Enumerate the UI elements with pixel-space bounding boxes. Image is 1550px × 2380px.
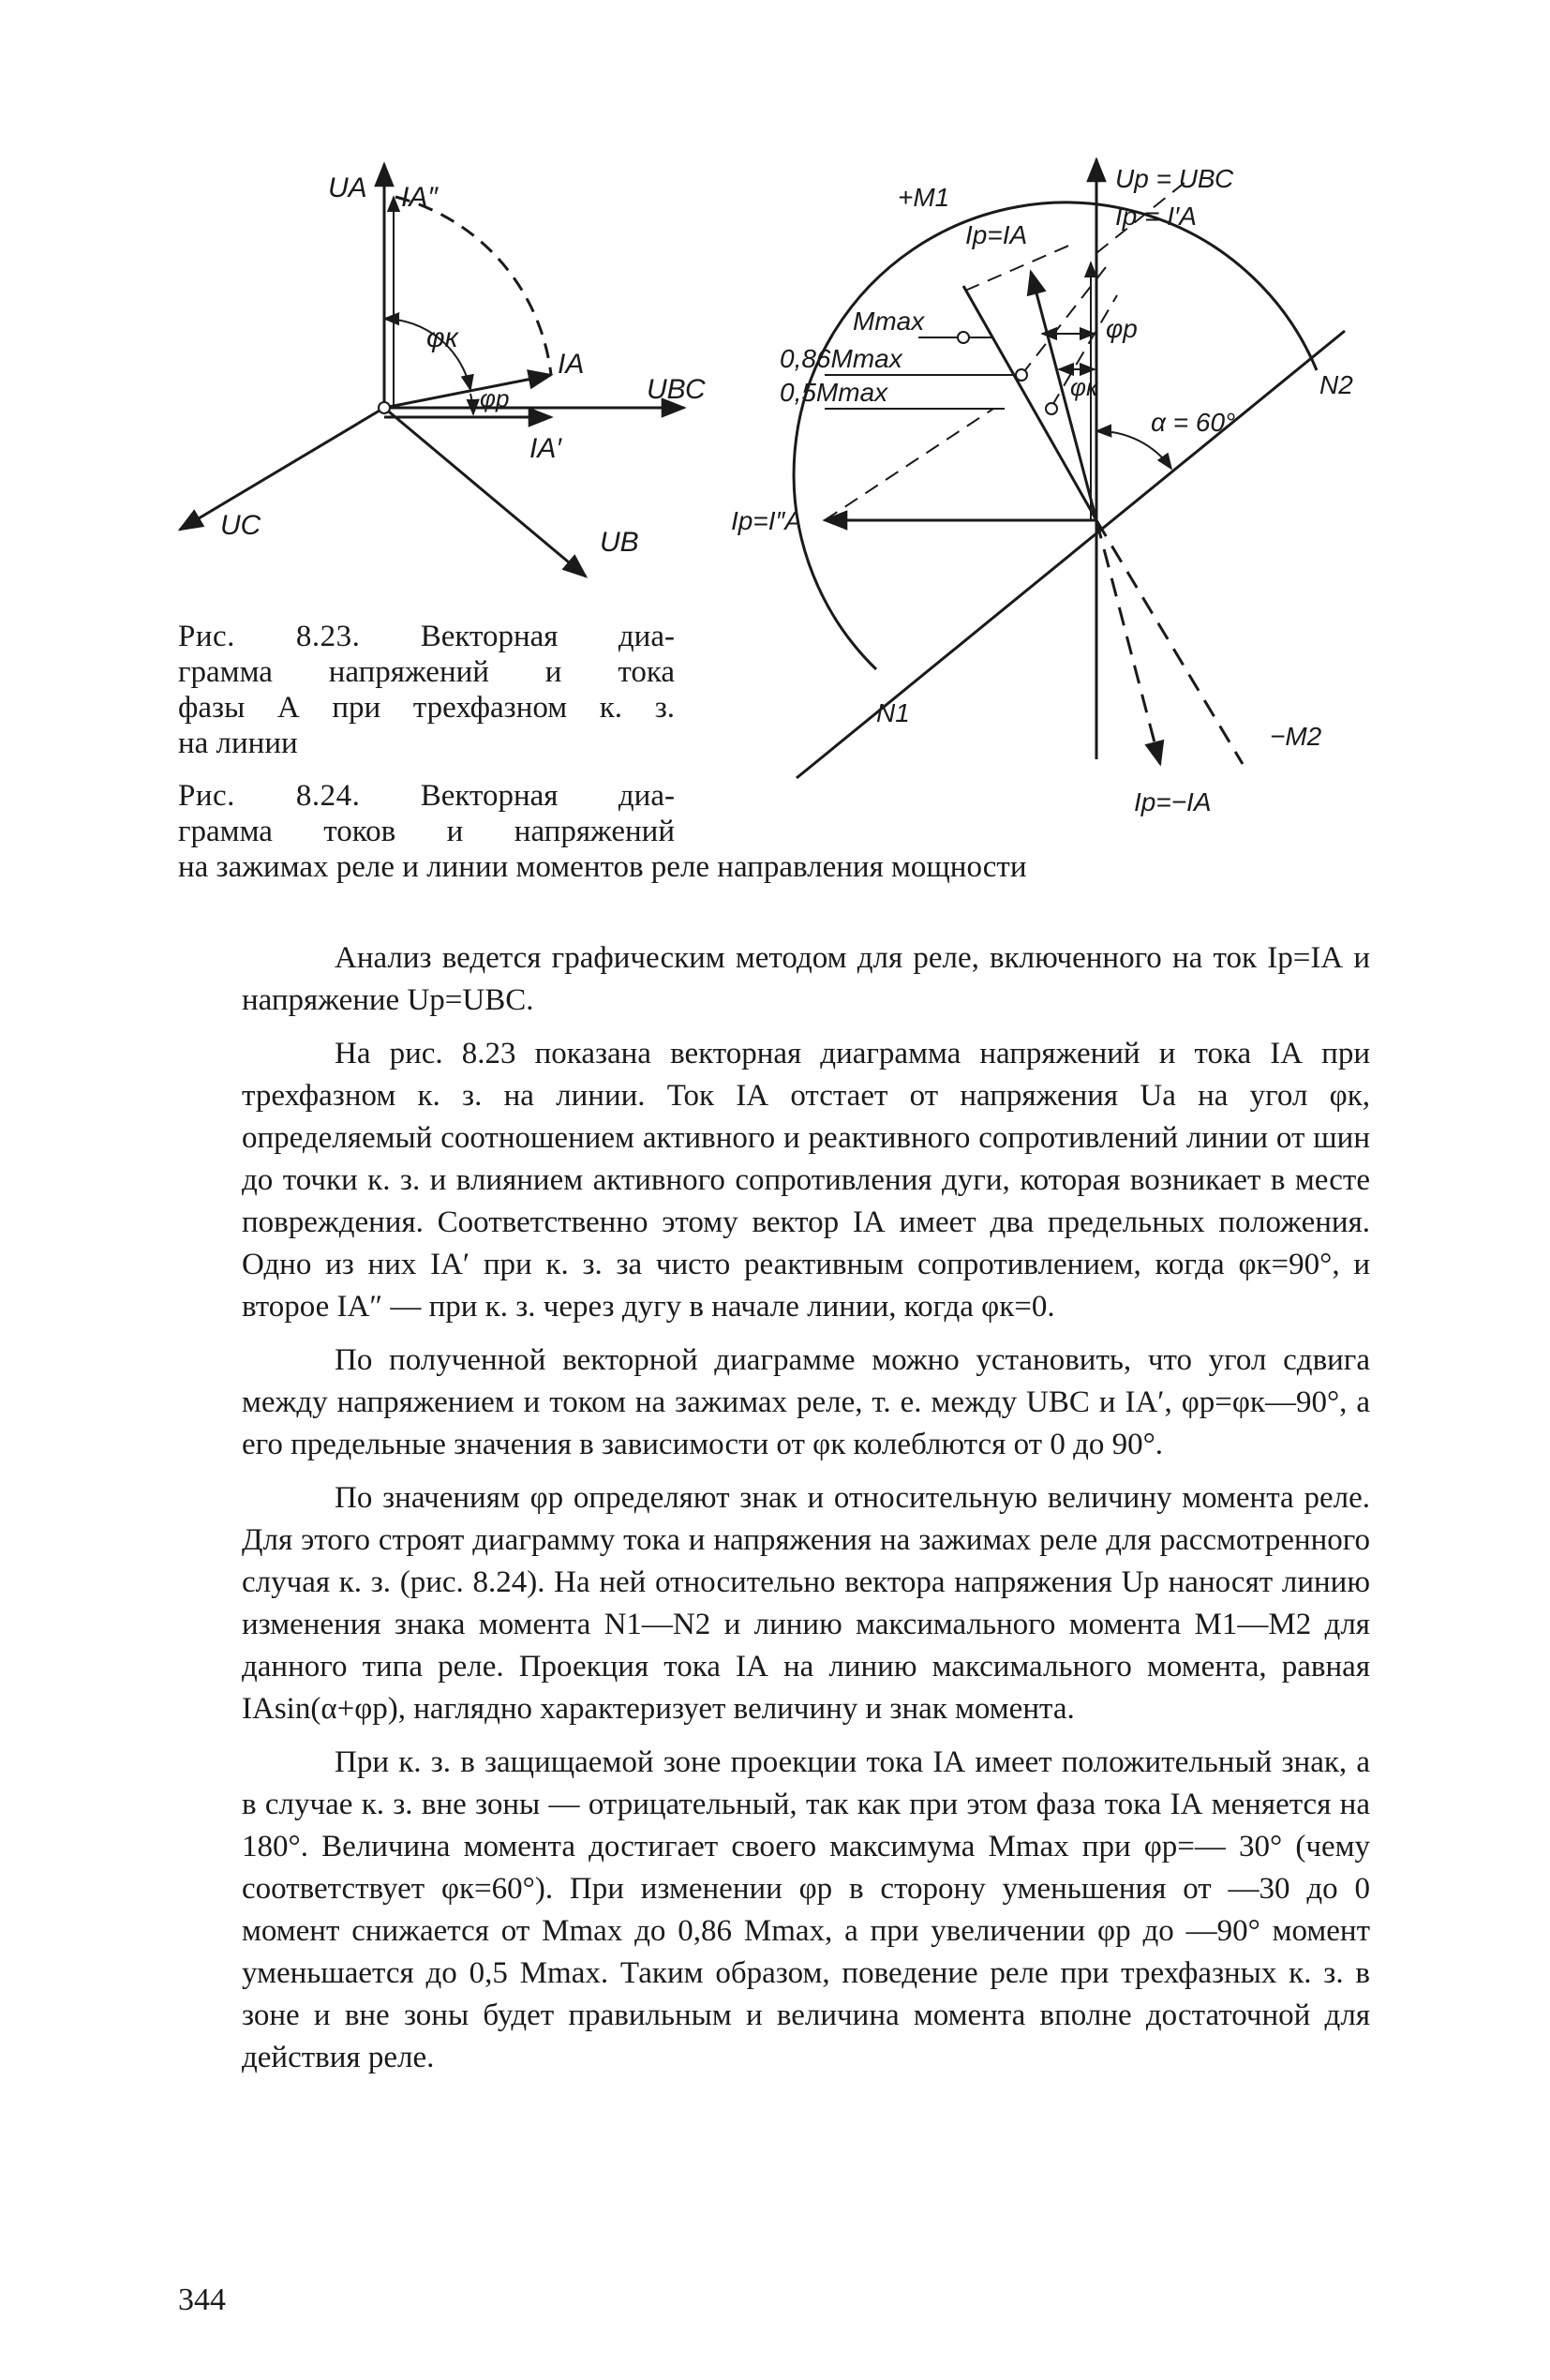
point-mmax	[958, 332, 969, 343]
label-ip-ia-prime: Iр = I′А	[1115, 202, 1197, 231]
dashed-chord-4	[825, 409, 993, 520]
page-number: 344	[178, 2283, 226, 2317]
figure-8-24-caption-tail: на зажимах реле и линии моментов реле направления мощности	[178, 850, 1027, 884]
figure-8-23-caption	[178, 619, 675, 761]
caption-line: грамма напряжений и тока	[178, 655, 675, 689]
label-up-ubc: Uр = UВС	[1115, 164, 1234, 193]
caption-text: Векторная диа-	[420, 779, 675, 813]
paragraph: На рис. 8.23 показана векторная диаграмма напряжений и тока IА при трехфазном к. з. на линии. Ток IА отстает от напряжения Uа на угол φк, определяемый соотношением активного и реактивного сопротивлений линии от шин до точки к. з. и влиянием активного сопротивления дуги, которая возникает в месте повреждения. Соответственно этому вектор IА имеет два предельных положения. Одно из них IА′ при к. з. за чисто реактивным сопротивлением, когда φк=90°, и второе IА″ — при к. з. через дугу в начале линии, когда φк=0.	[242, 1037, 1370, 1324]
label-minus-m2: −M2	[1270, 722, 1322, 751]
caption-number: Рис. 8.23.	[178, 620, 361, 653]
label-phi-k: φк	[1070, 373, 1098, 401]
label-ip-minus-ia: Iр=−IА	[1134, 787, 1212, 816]
label-m086: 0,86Mmax	[780, 344, 902, 373]
paragraph: По значениям φр определяют знак и относительную величину момента реле. Для этого строят диаграмму тока и напряжения на зажимах реле для рассмотренного случая к. з. (рис. 8.24). На ней относительно вектора напряжения Uр наносят линию изменения знака момента N1—N2 и линию максимального момента M1—M2 для данного типа реле. Проекция тока IА на линию максимального момента, равная IАsin(α+φр), наглядно характеризует величину и знак момента.	[242, 1481, 1370, 1726]
label-ip-ia-dbl: Iр=I″А	[731, 506, 803, 535]
figure-8-24-caption	[178, 778, 675, 849]
m2-line	[1096, 520, 1243, 764]
figure-8-23-diagram	[159, 159, 722, 609]
label-ub: UВ	[600, 527, 639, 558]
label-ia-prime: IА′	[529, 433, 561, 464]
caption-line: фазы А при трехфазном к. з.	[178, 691, 675, 725]
label-n1: N1	[876, 698, 910, 727]
label-plus-m1: +M1	[898, 183, 950, 212]
m1-line	[963, 286, 1096, 520]
origin-point	[379, 402, 390, 413]
caption-text: Векторная диа-	[420, 620, 675, 653]
label-alpha: α = 60°	[1151, 408, 1236, 437]
label-ip-ia: Iр=IА	[965, 220, 1028, 249]
label-ia-dbl: IА″	[401, 182, 438, 213]
label-ua: UА	[328, 172, 367, 203]
label-phi-p: φр	[1106, 314, 1138, 343]
paragraph: По полученной векторной диаграмме можно установить, что угол сдвига между напряжением и током на зажимах реле, т. е. между UВС и IА′, φр=φк—90°, а его предельные значения в зависимости от φк колеблются от 0 до 90°.	[242, 1343, 1370, 1461]
caption-line: на линии	[178, 726, 298, 760]
label-phi-p: φр	[480, 384, 510, 412]
label-m05: 0,5Mmax	[780, 378, 888, 407]
label-mmax: Mmax	[853, 307, 925, 336]
dashed-chord-1	[965, 244, 1073, 291]
point-086	[1016, 369, 1027, 381]
label-ia: IА	[558, 349, 585, 380]
ip-minus-ia-vector	[1096, 520, 1160, 764]
label-uc: UC	[220, 510, 261, 541]
caption-line: грамма токов и напряжений	[178, 815, 675, 848]
semicircle-boundary	[794, 202, 1317, 669]
figure-8-24-diagram	[712, 159, 1387, 834]
paragraph: Анализ ведется графическим методом для реле, включенного на ток Iр=IА и напряжение Uр=UВС.	[242, 941, 1370, 1017]
point-05	[1046, 403, 1057, 414]
caption-line	[178, 778, 675, 814]
label-ubc: UВС	[647, 374, 706, 405]
uc-vector	[180, 408, 384, 530]
phi-p-arc	[470, 394, 473, 414]
caption-number: Рис. 8.24.	[178, 779, 361, 813]
caption-line	[178, 619, 675, 654]
paragraph: При к. з. в защищаемой зоне проекции тока IА имеет положительный знак, а в случае к. з. вне зоны — отрицательный, так как при этом фаза тока IА меняется на 180°. Величина момента достигает своего максимума Mmax при φр=— 30° (чему соответствует φк=60°). При изменении φр в сторону уменьшения от —30 до 0 момент снижается от Mmax до 0,86 Mmax, а при увеличении φр до —90° момент уменьшается до 0,5 Mmax. Таким образом, поведение реле при трехфазных к. з. в зоне и вне зоны будет правильным и величина момента вполне достаточной для действия реле.	[242, 1745, 1370, 2074]
label-phi-k: φк	[426, 322, 458, 353]
label-n2: N2	[1319, 370, 1353, 399]
body-text	[242, 937, 1370, 2090]
dashed-arc	[395, 197, 551, 375]
